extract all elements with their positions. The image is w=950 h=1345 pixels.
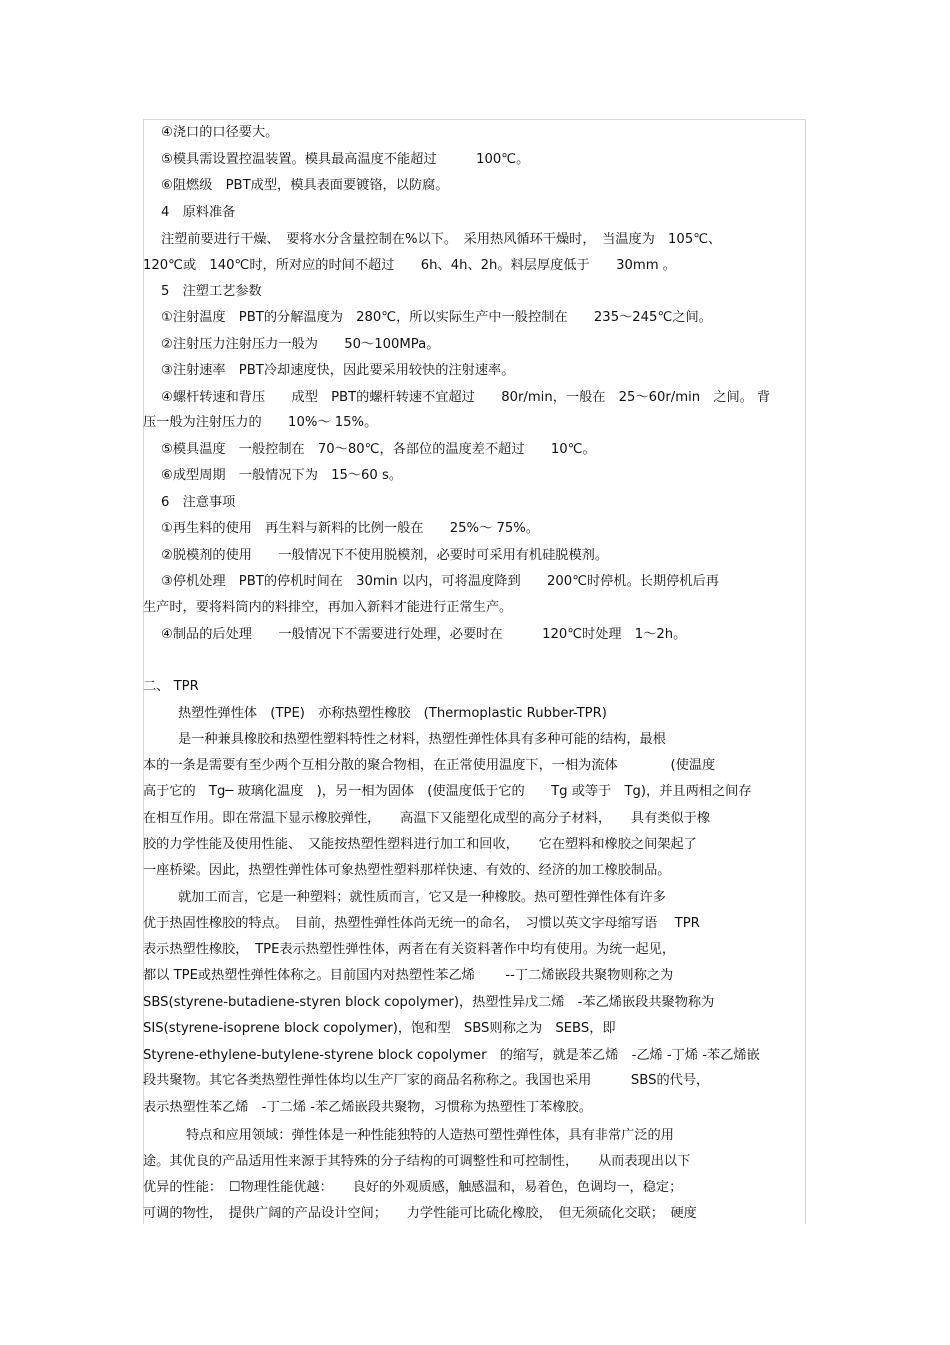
text-line: ④浇口的口径要大。 bbox=[161, 125, 279, 140]
text-line: 优于热固性橡胶的特点。 目前，热塑性弹性体尚无统一的命名， 习惯以英文字母缩写语 TPR bbox=[143, 916, 700, 931]
text-line: 压一般为注射压力的 10%～ 15%。 bbox=[143, 415, 378, 430]
text-line: 表示热塑性橡胶， TPE表示热塑性弹性体，两者在有关资料著作中均有使用。为统一起见， bbox=[143, 942, 676, 957]
text-line: ③停机处理 PBT的停机时间在 30min 以内，可将温度降到 200℃时停机。长期停机后再 bbox=[161, 574, 719, 589]
text-line: ⑤模具温度 一般控制在 70～80℃，各部位的温度差不超过 10℃。 bbox=[161, 442, 596, 457]
text-line: ①再生料的使用 再生料与新料的比例一般在 25%～ 75%。 bbox=[161, 521, 539, 536]
text-line: 胶的力学性能及使用性能、 又能按热塑性塑料进行加工和回收， 它在塑料和橡胶之间架起了 bbox=[143, 837, 697, 852]
text-line: ⑥阻燃级 PBT成型，模具表面要镀铬，以防腐。 bbox=[161, 178, 449, 193]
text-line: ④制品的后处理 一般情况下不需要进行处理，必要时在 120℃时处理 1～2h。 bbox=[161, 627, 687, 642]
text-line: ⑤模具需设置控温装置。模具最高温度不能超过 100℃。 bbox=[161, 152, 530, 167]
text-line: 120℃或 140℃时，所对应的时间不超过 6h、4h、2h。料层厚度低于 30mm 。 bbox=[143, 258, 676, 273]
text-line: ⑥成型周期 一般情况下为 15～60 s。 bbox=[161, 468, 403, 483]
text-line: 一座桥梁。因此，热塑性弹性体可象热塑性塑料那样快速、有效的、经济的加工橡胶制品。 bbox=[143, 863, 671, 878]
text-line: 途。其优良的产品适用性来源于其特殊的分子结构的可调整性和可控制性， 从而表现出以下 bbox=[143, 1154, 691, 1169]
section-heading: 5 注塑工艺参数 bbox=[161, 284, 262, 299]
text-line: ②脱模剂的使用 一般情况下不使用脱模剂，必要时可采用有机硅脱模剂。 bbox=[161, 548, 609, 563]
text-line: 特点和应用领域：弹性体是一种性能独特的人造热可塑性弹性体，具有非常广泛的用 bbox=[186, 1128, 674, 1143]
text-line: 都以 TPE或热塑性弹性体称之。目前国内对热塑性苯乙烯 --丁二烯嵌段共聚物则称之为 bbox=[143, 968, 674, 983]
text-line: ④螺杆转速和背压 成型 PBT的螺杆转速不宜超过 80r/min，一般在 25～60r/min 之间。 背 bbox=[161, 390, 771, 405]
section-heading: 6 注意事项 bbox=[161, 495, 236, 510]
text-line: 就加工而言，它是一种塑料；就性质而言，它又是一种橡胶。热可塑性弹性体有许多 bbox=[178, 890, 666, 905]
text-line: 段共聚物。其它各类热塑性弹性体均以生产厂家的商品名称称之。我国也采用 SBS的代号， bbox=[143, 1073, 710, 1088]
text-line: SIS(styrene-isoprene block copolymer)，饱和型 SBS则称之为 SEBS，即 bbox=[143, 1021, 616, 1036]
text-line: 本的一条是需要有至少两个互相分散的聚合物相，在正常使用温度下，一相为流体 (使温度 bbox=[143, 758, 716, 773]
text-line: 是一种兼具橡胶和热塑性塑料特性之材料，热塑性弹性体具有多种可能的结构，最根 bbox=[178, 732, 666, 747]
section-heading: 4 原料准备 bbox=[161, 205, 236, 220]
text-line: ①注射温度 PBT的分解温度为 280℃，所以实际生产中一般控制在 235～245℃之间。 bbox=[161, 310, 712, 325]
text-line: 生产时，要将料筒内的料排空，再加入新料才能进行正常生产。 bbox=[143, 600, 513, 615]
text-line: 热塑性弹性体 (TPE) 亦称热塑性橡胶 (Thermoplastic Rubber-TPR) bbox=[178, 706, 607, 721]
text-line: 注塑前要进行干燥、 要将水分含量控制在%以下。 采用热风循环干燥时， 当温度为 105℃、 bbox=[161, 232, 722, 247]
text-line: 表示热塑性苯乙烯 -丁二烯 -苯乙烯嵌段共聚物，习惯称为热塑性丁苯橡胶。 bbox=[143, 1100, 592, 1115]
text-line: 可调的物性， 提供广阔的产品设计空间； 力学性能可比硫化橡胶， 但无须硫化交联； 硬度 bbox=[143, 1206, 697, 1221]
text-line: 在相互作用。即在常温下显示橡胶弹性， 高温下又能塑化成型的高分子材料， 具有类似于橡 bbox=[143, 811, 711, 826]
text-line: ③注射速率 PBT冷却速度快，因此要采用较快的注射速率。 bbox=[161, 363, 515, 378]
text-line: Styrene-ethylene-butylene-styrene block copolymer 的缩写，就是苯乙烯 -乙烯 -丁烯 -苯乙烯嵌 bbox=[143, 1048, 760, 1063]
text-line: SBS(styrene-butadiene-styren block copolymer)，热塑性异戊二烯 -苯乙烯嵌段共聚物称为 bbox=[143, 995, 715, 1010]
text-line: 高于它的 Tg─ 玻璃化温度 )，另一相为固体 (使温度低于它的 Tg 或等于 Tg)，并且两相之间存 bbox=[143, 784, 752, 799]
text-line: ②注射压力注射压力一般为 50～100MPa。 bbox=[161, 337, 440, 352]
text-line: 优异的性能： ☐物理性能优越： 良好的外观质感，触感温和，易着色，色调均一，稳定； bbox=[143, 1180, 683, 1195]
chapter-heading: 二、 TPR bbox=[143, 679, 199, 694]
